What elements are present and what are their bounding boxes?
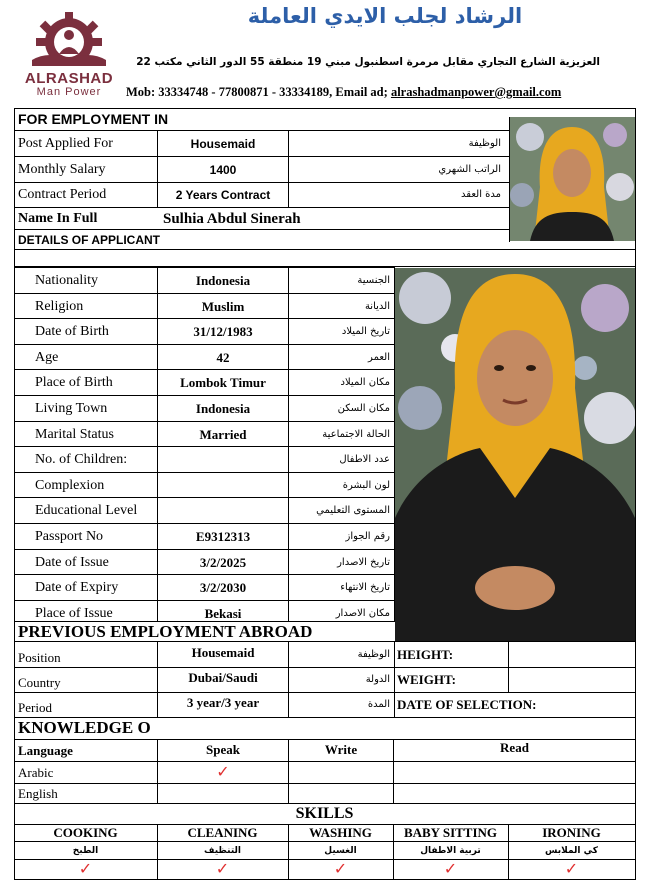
detail-value: 42 <box>216 349 230 365</box>
employment-value: 1400 <box>209 162 237 177</box>
employment-label: Post Applied For <box>18 135 113 151</box>
v-rule <box>288 641 289 718</box>
employment-label-ar: مدة العقد <box>461 189 501 200</box>
logo-subtext: Man Power <box>36 86 102 98</box>
detail-label-ar: رقم الجواز <box>345 531 390 542</box>
detail-value <box>158 498 288 523</box>
skill-check-icon: ✓ <box>333 861 348 878</box>
frame-right <box>635 108 636 880</box>
detail-label-ar: مكان الميلاد <box>340 377 390 388</box>
detail-label: Age <box>35 349 59 365</box>
v-rule <box>288 130 289 208</box>
company-address-ar: العزيزية الشارع التجاري مقابل مرمرة اسطنبول مبني 19 منطقة 55 الدور الثاني مكتب 22 <box>136 56 600 68</box>
detail-label: Place of Issue <box>35 605 113 621</box>
logo-gear-icon <box>14 10 124 72</box>
detail-label-ar: المستوى التعليمي <box>316 505 390 516</box>
previous-value: Dubai/Saudi <box>188 670 258 685</box>
portrait-icon <box>510 117 635 241</box>
detail-label: Place of Birth <box>35 374 113 390</box>
detail-value <box>158 447 288 472</box>
skill-name: IRONING <box>542 824 601 840</box>
skill-name-ar: التنظيف <box>204 845 241 856</box>
detail-value: Muslim <box>201 298 245 314</box>
frame-bottom <box>14 879 636 880</box>
company-contact <box>126 85 646 100</box>
detail-label: Date of Issue <box>35 554 109 570</box>
knowledge-header-language: Language <box>18 743 73 758</box>
arabic-speak-check-icon: ✓ <box>216 764 230 781</box>
detail-label-ar: تاريخ الاصدار <box>337 557 390 568</box>
skill-name: BABY SITTING <box>403 824 498 840</box>
detail-label-ar: الحالة الاجتماعية <box>322 429 390 440</box>
applicant-photo-large <box>395 268 635 641</box>
employment-value: 2 Years Contract <box>175 187 271 202</box>
detail-label-ar: الجنسية <box>357 275 390 286</box>
detail-label: Date of Birth <box>35 323 109 339</box>
skills-heading: SKILLS <box>295 805 354 822</box>
knowledge-heading: KNOWLEDGE O <box>18 718 151 737</box>
previous-label: Position <box>18 650 61 665</box>
previous-label-ar: الدولة <box>365 674 390 685</box>
v-rule <box>394 641 395 718</box>
detail-label-ar: مكان الاصدار <box>335 608 390 619</box>
detail-label: Complexion <box>35 477 105 493</box>
name-value: Sulhia Abdul Sinerah <box>163 210 301 227</box>
employment-label: Monthly Salary <box>18 161 106 177</box>
detail-label-ar: العمر <box>368 352 390 363</box>
skill-check-icon: ✓ <box>443 861 458 878</box>
skill-name-ar: تربية الاطفال <box>420 845 481 856</box>
detail-label: Religion <box>35 298 84 314</box>
skill-name-ar: الطبخ <box>72 845 99 856</box>
v-rule <box>288 268 289 622</box>
previous-right-label: DATE OF SELECTION: <box>397 696 537 712</box>
skill-name: WASHING <box>309 824 372 840</box>
previous-heading: PREVIOUS EMPLOYMENT ABROAD <box>18 622 313 641</box>
detail-value: Indonesia <box>195 272 251 288</box>
previous-right-label: WEIGHT: <box>397 671 456 687</box>
previous-label: Period <box>18 700 52 715</box>
knowledge-header-read: Read <box>500 740 529 755</box>
language-name: English <box>18 786 58 801</box>
email-link[interactable]: alrashadmanpower@gmail.com <box>390 85 562 99</box>
language-name: Arabic <box>18 765 54 780</box>
detail-label: Date of Expiry <box>35 579 119 595</box>
skill-name-ar: الغسيل <box>324 845 357 856</box>
skill-name: COOKING <box>53 824 118 840</box>
previous-right-label: HEIGHT: <box>397 646 454 662</box>
previous-value: Housemaid <box>191 645 255 660</box>
detail-label-ar: عدد الاطفال <box>339 454 390 465</box>
employment-label-ar: الوظيفة <box>468 138 501 149</box>
portrait-icon <box>395 268 635 641</box>
name-label: Name In Full <box>18 211 98 226</box>
detail-label-ar: الديانة <box>364 301 390 312</box>
h-rule <box>14 761 636 762</box>
detail-label: Educational Level <box>35 502 138 518</box>
detail-value <box>158 473 288 498</box>
detail-label: No. of Children: <box>35 451 128 467</box>
detail-value: Lombok Timur <box>180 374 266 390</box>
detail-label-ar: مكان السكن <box>337 403 390 414</box>
employment-label: Contract Period <box>18 186 107 202</box>
employment-label-ar: الراتب الشهري <box>438 164 501 175</box>
details-heading: DETAILS OF APPLICANT <box>18 233 160 247</box>
detail-label: Passport No <box>35 528 104 544</box>
contact-numbers: Mob: 33334748 - 77800871 - 33334189, Email ad; <box>126 85 391 99</box>
detail-value: Married <box>199 426 247 442</box>
employment-heading: FOR EMPLOYMENT IN <box>18 111 169 127</box>
previous-label: Country <box>18 675 61 690</box>
company-title-ar: الرشاد لجلب الايدي العاملة <box>247 4 523 28</box>
employment-value: Housemaid <box>190 136 256 151</box>
skill-check-icon: ✓ <box>564 861 579 878</box>
detail-value: 31/12/1983 <box>193 323 253 339</box>
skill-check-icon: ✓ <box>215 861 230 878</box>
skill-name: CLEANING <box>187 824 258 840</box>
logo <box>14 10 124 100</box>
knowledge-header-speak: Speak <box>206 742 240 757</box>
logo-text: ALRASHAD <box>24 70 114 87</box>
skill-name-ar: كي الملابس <box>545 845 598 856</box>
previous-label-ar: الوظيفة <box>357 649 390 660</box>
applicant-photo-small <box>510 117 635 241</box>
knowledge-header-write: Write <box>324 742 358 757</box>
detail-value: Indonesia <box>195 400 251 416</box>
detail-label: Living Town <box>35 400 108 416</box>
detail-label-ar: تاريخ الميلاد <box>341 326 390 337</box>
detail-value: E9312313 <box>195 528 251 544</box>
previous-value: 3 year/3 year <box>186 695 260 710</box>
detail-value: Bekasi <box>204 605 242 621</box>
detail-label-ar: لون البشرة <box>342 480 390 491</box>
detail-label: Nationality <box>35 272 98 288</box>
previous-label-ar: المدة <box>367 699 390 710</box>
frame-left <box>14 108 15 880</box>
detail-label-ar: تاريخ الانتهاء <box>340 582 390 593</box>
detail-value: 3/2/2030 <box>199 579 247 595</box>
detail-label: Marital Status <box>35 426 114 442</box>
detail-value: 3/2/2025 <box>199 554 247 570</box>
skill-check-icon: ✓ <box>78 861 93 878</box>
